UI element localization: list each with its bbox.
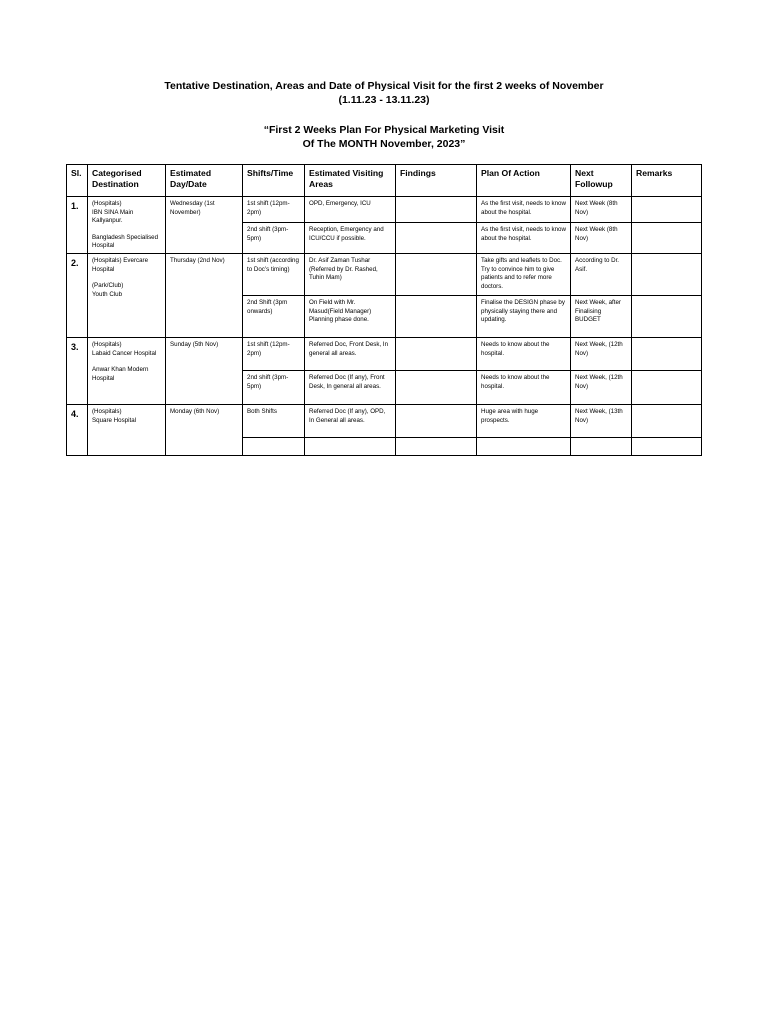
followup-cell: Next Week (8th Nov) (571, 197, 632, 223)
document-title (0, 79, 768, 107)
date-cell: Monday (6th Nov) (166, 404, 243, 455)
row-sl: 2. (67, 253, 88, 337)
destination-cell (88, 404, 166, 455)
remarks-cell (632, 404, 702, 437)
destination-line: Labaid Cancer Hospital (92, 349, 157, 357)
remarks-cell (632, 437, 702, 455)
header-date: Estimated Day/Date (166, 165, 243, 197)
plan-cell: Needs to know about the hospital. (477, 370, 571, 404)
shift-cell: 2nd shift (3pm-5pm) (243, 223, 305, 254)
findings-cell (396, 253, 477, 295)
table-row (67, 337, 702, 370)
remarks-cell (632, 370, 702, 404)
areas-cell: Reception, Emergency and ICU/CCU if possible. (305, 223, 396, 254)
areas-cell: Referred Doc (If any), Front Desk, In general all areas. (305, 370, 396, 404)
shift-cell: 2nd Shift (3pm onwards) (243, 295, 305, 337)
destination-line: Youth Club (92, 290, 123, 298)
destination-cell (88, 337, 166, 404)
findings-cell (396, 370, 477, 404)
header-areas: Estimated Visiting Areas (305, 165, 396, 197)
destination-line: Anwar Khan Modern Hospital (92, 366, 149, 382)
areas-cell: On Field with Mr. Masud(Field Manager) Planning phase done. (305, 295, 396, 337)
plan-cell: Needs to know about the hospital. (477, 337, 571, 370)
shift-cell: 1st shift (12pm-2pm) (243, 337, 305, 370)
areas-cell: Dr. Asif Zaman Tushar (Referred by Dr. Rashed, Tuhin Mam) (305, 253, 396, 295)
header-row (67, 165, 702, 197)
shift-cell: 1st shift (12pm-2pm) (243, 197, 305, 223)
document-subtitle (0, 123, 768, 151)
destination-line: (Hospitals) (92, 200, 122, 207)
destination-line: IBN SINA Main Kallyanpur. (92, 208, 134, 225)
areas-cell: OPD, Emergency, ICU (305, 197, 396, 223)
header-destination: Categorised Destination (88, 165, 166, 197)
plan-cell: Finalise the DESIGN phase by physically staying there and updating. (477, 295, 571, 337)
followup-cell: Next Week, (12th Nov) (571, 370, 632, 404)
followup-cell: Next Week, after Finalising BUDGET (571, 295, 632, 337)
plan-cell: As the first visit, needs to know about the hospital. (477, 223, 571, 254)
followup-cell: Next Week (8th Nov) (571, 223, 632, 254)
header-findings: Findings (396, 165, 477, 197)
findings-cell (396, 197, 477, 223)
remarks-cell (632, 337, 702, 370)
findings-cell (396, 223, 477, 254)
visit-plan-table (66, 164, 702, 456)
findings-cell (396, 295, 477, 337)
areas-cell: Referred Doc, Front Desk, In general all areas. (305, 337, 396, 370)
destination-line: (Park/Club) (92, 282, 124, 290)
header-sl: Sl. (67, 165, 88, 197)
header-shift: Shifts/Time (243, 165, 305, 197)
row-sl: 4. (67, 404, 88, 455)
areas-cell (305, 437, 396, 455)
header-remarks: Remarks (632, 165, 702, 197)
destination-line: Square Hospital (92, 416, 137, 424)
destination-cell (88, 253, 166, 337)
plan-cell: As the first visit, needs to know about the hospital. (477, 197, 571, 223)
table-row (67, 404, 702, 437)
findings-cell (396, 437, 477, 455)
destination-line: Bangladesh Specialised Hospital (92, 233, 159, 250)
remarks-cell (632, 223, 702, 254)
row-sl: 3. (67, 337, 88, 404)
plan-cell: Huge area with huge prospects. (477, 404, 571, 437)
shift-cell: 1st shift (according to Doc’s timing) (243, 253, 305, 295)
followup-cell: Next Week, (12th Nov) (571, 337, 632, 370)
remarks-cell (632, 253, 702, 295)
date-cell: Sunday (5th Nov) (166, 337, 243, 404)
findings-cell (396, 337, 477, 370)
date-cell: Thursday (2nd Nov) (166, 253, 243, 337)
subtitle-line-1: “First 2 Weeks Plan For Physical Marketing Visit (263, 124, 505, 136)
followup-cell: According to Dr. Asif. (571, 253, 632, 295)
subtitle-line-2: Of The MONTH November, 2023” (302, 138, 466, 150)
plan-cell: Take gifts and leaflets to Doc. Try to convince him to give patients and to refer more doctors. (477, 253, 571, 295)
shift-cell: 2nd shift (3pm-5pm) (243, 370, 305, 404)
findings-cell (396, 404, 477, 437)
destination-cell (88, 197, 166, 254)
areas-cell: Referred Doc (If any), OPD, In General all areas. (305, 404, 396, 437)
remarks-cell (632, 197, 702, 223)
destination-line: (Hospitals) (92, 340, 122, 348)
remarks-cell (632, 295, 702, 337)
followup-cell: Next Week, (13th Nov) (571, 404, 632, 437)
title-line-1: Tentative Destination, Areas and Date of Physical Visit for the first 2 weeks of November (164, 80, 604, 92)
date-cell: Wednesday (1st November) (166, 197, 243, 254)
header-followup: Next Followup (571, 165, 632, 197)
destination-line: (Hospitals) Evercare Hospital (92, 256, 149, 273)
table-row (67, 197, 702, 223)
row-sl: 1. (67, 197, 88, 254)
header-plan: Plan Of Action (477, 165, 571, 197)
shift-cell: Both Shifts (243, 404, 305, 437)
followup-cell (571, 437, 632, 455)
destination-line: (Hospitals) (92, 407, 122, 415)
shift-cell (243, 437, 305, 455)
table-row (67, 253, 702, 295)
plan-cell (477, 437, 571, 455)
title-line-2: (1.11.23 - 13.11.23) (338, 94, 430, 106)
